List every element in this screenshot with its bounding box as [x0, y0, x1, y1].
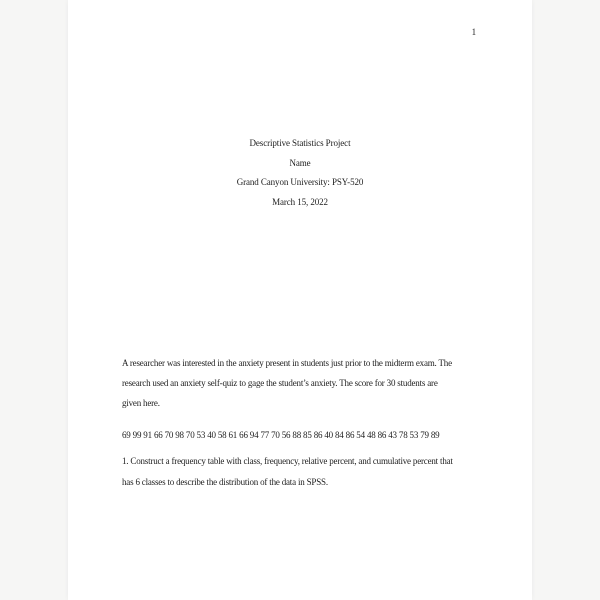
page-number: 1 [471, 27, 476, 37]
body-text [122, 353, 494, 493]
document-date: March 15, 2022 [272, 197, 328, 208]
title-block [68, 134, 532, 213]
question-paragraph-line: has 6 classes to describe the distribution of the data in SPSS. [122, 477, 328, 487]
intro-paragraph-line: A researcher was interested in the anxiety present in students just prior to the midterm exam. The [122, 358, 452, 368]
score-data-values: 69 99 91 66 70 98 70 53 40 58 61 66 94 77 70 56 88 85 86 40 84 86 54 48 86 43 78 53 79 89 [122, 430, 440, 440]
document-page [68, 0, 532, 600]
intro-paragraph-line: given here. [122, 398, 160, 408]
question-paragraph-line: 1. Construct a frequency table with class, frequency, relative percent, and cumulative percent that [122, 456, 453, 466]
intro-paragraph-line: research used an anxiety self-quiz to gage the student’s anxiety. The score for 30 students are [122, 378, 438, 388]
institution-course: Grand Canyon University: PSY-520 [236, 177, 364, 188]
author-name: Name [289, 157, 311, 168]
question-paragraph [122, 451, 494, 493]
document-title: Descriptive Statistics Project [249, 138, 351, 148]
intro-paragraph [122, 353, 494, 413]
